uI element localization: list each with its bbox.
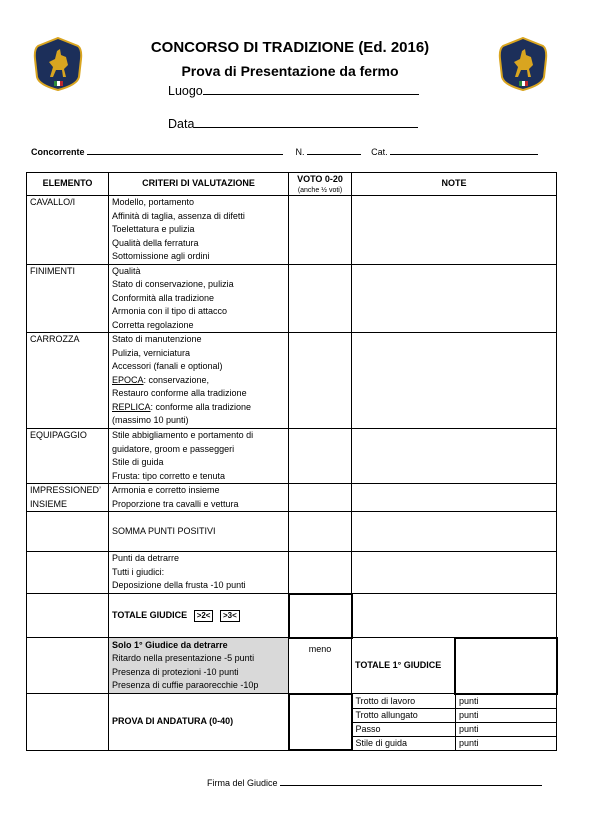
note-cell[interactable] <box>352 196 557 265</box>
data-label: Data <box>168 117 195 131</box>
emblem-logo-right <box>498 37 548 91</box>
criteri-cell <box>109 333 289 429</box>
elemento-cell: CARROZZA <box>27 333 109 429</box>
page-subtitle: Prova di Presentazione da fermo <box>181 63 399 79</box>
andatura-item-punti[interactable]: punti <box>456 708 557 722</box>
table-row <box>27 484 557 512</box>
voto-cell[interactable] <box>289 264 352 333</box>
somma-label: SOMMA PUNTI POSITIVI <box>109 512 289 552</box>
empty-cell <box>27 694 109 751</box>
voto-cell[interactable] <box>289 196 352 265</box>
criterio: Toelettatura e pulizia <box>112 224 195 234</box>
totale-giudice-cell <box>109 594 289 638</box>
categoria-line[interactable] <box>390 146 538 155</box>
note-cell[interactable] <box>352 512 557 552</box>
col-note: NOTE <box>352 173 557 196</box>
elemento-line: INSIEME <box>30 498 68 509</box>
elemento-cell: CAVALLO/I <box>27 196 109 265</box>
somma-row <box>27 512 557 552</box>
firma-line[interactable] <box>280 777 542 786</box>
concorrente-line[interactable] <box>87 146 283 155</box>
solo-primo-line: Ritardo nella presentazione -5 punti <box>112 653 255 663</box>
table-row <box>27 264 557 333</box>
col-voto <box>289 173 352 196</box>
criterio-replica <box>112 401 285 415</box>
categoria-label: Cat. <box>371 147 388 157</box>
epoca-label: EPOCA <box>112 374 144 385</box>
solo-primo-title: Solo 1° Giudice da detrarre <box>112 639 228 650</box>
andatura-item-label: Trotto di lavoro <box>353 695 456 709</box>
criteri-cell <box>109 429 289 484</box>
totale-primo-value[interactable] <box>455 638 557 694</box>
table-row <box>27 429 557 484</box>
criterio-epoca <box>112 374 285 388</box>
concorrente-label: Concorrente <box>31 147 85 157</box>
table-row <box>27 196 557 265</box>
note-cell[interactable] <box>352 484 557 512</box>
criterio: Accessori (fanali e optional) <box>112 361 223 371</box>
firma-label: Firma del Giudice <box>207 778 278 788</box>
box-2: >2< <box>194 610 214 622</box>
criterio: Frusta: tipo corretto e tenuta <box>112 470 226 481</box>
criterio: Armonia e corretto insieme <box>112 485 220 495</box>
detrarre-line: Punti da detrarre <box>112 553 180 564</box>
col-voto-label: VOTO 0-20 <box>297 174 343 185</box>
solo-primo-line: Presenza di cuffie paraorecchie -10p <box>112 680 259 690</box>
emblem-logo-left <box>33 37 83 91</box>
elemento-cell: FINIMENTI <box>27 264 109 333</box>
totale-giudice-row <box>27 594 557 638</box>
solo-primo-cell <box>109 638 289 694</box>
andatura-label: PROVA DI ANDATURA (0-40) <box>109 694 289 751</box>
andatura-item <box>353 736 557 750</box>
andatura-item-label: Trotto allungato <box>353 708 456 722</box>
data-line[interactable] <box>194 115 418 128</box>
note-cell[interactable] <box>352 594 557 638</box>
page-title: CONCORSO DI TRADIZIONE (Ed. 2016) <box>150 39 430 56</box>
firma-field[interactable] <box>207 777 542 788</box>
note-cell[interactable] <box>352 264 557 333</box>
criterio: Proporzione tra cavalli e vettura <box>112 498 239 509</box>
table-header-row <box>27 173 557 196</box>
criterio: Qualità <box>112 265 141 276</box>
meno-cell: meno <box>289 638 352 694</box>
criterio: Armonia con il tipo di attacco <box>112 306 228 316</box>
note-cell[interactable] <box>352 552 557 594</box>
andatura-detail-cell <box>352 694 557 751</box>
evaluation-table <box>26 172 558 751</box>
criterio: Pulizia, verniciatura <box>112 347 191 358</box>
replica-label: REPLICA <box>112 401 151 412</box>
totale-giudice-label: TOTALE GIUDICE <box>112 609 188 620</box>
andatura-table <box>353 695 557 750</box>
criterio: Stile abbigliamento e portamento di <box>112 430 254 440</box>
solo-primo-line: Presenza di protezioni -10 punti <box>112 666 239 677</box>
elemento-line: IMPRESSIONED’ <box>30 485 102 495</box>
elemento-cell <box>27 484 109 512</box>
detrarre-line: Tutti i giudici: <box>112 566 165 577</box>
col-voto-sub: (anche ½ voti) <box>297 186 343 194</box>
replica-text: : conforme alla tradizione <box>150 401 252 412</box>
criteri-cell <box>109 196 289 265</box>
criterio: Stato di manutenzione <box>112 334 202 344</box>
voto-cell[interactable] <box>289 552 352 594</box>
voto-cell[interactable] <box>289 429 352 484</box>
criterio: Qualità della ferratura <box>112 237 199 248</box>
voto-cell[interactable] <box>289 512 352 552</box>
criteri-cell <box>109 484 289 512</box>
empty-cell <box>27 594 109 638</box>
elemento-cell: EQUIPAGGIO <box>27 429 109 484</box>
andatura-item-label: Passo <box>353 722 456 736</box>
totale-giudice-value[interactable] <box>289 594 352 638</box>
table-row <box>27 333 557 429</box>
criterio: Conformità alla tradizione <box>112 292 215 303</box>
luogo-label: Luogo <box>168 84 203 98</box>
andatura-row <box>27 694 557 751</box>
numero-line[interactable] <box>307 146 361 155</box>
andatura-item-punti[interactable]: punti <box>456 736 557 750</box>
horse-rider-emblem-icon <box>498 37 548 91</box>
voto-cell[interactable] <box>289 484 352 512</box>
col-criteri: CRITERI DI VALUTAZIONE <box>109 173 289 196</box>
detrarre-row <box>27 552 557 594</box>
epoca-text: : conservazione, <box>143 374 210 385</box>
luogo-line[interactable] <box>203 82 419 95</box>
detrarre-line: Deposizione della frusta -10 punti <box>112 580 246 591</box>
criterio: Modello, portamento <box>112 197 195 207</box>
andatura-item-label: Stile di guida <box>353 736 456 750</box>
voto-cell[interactable] <box>289 333 352 429</box>
criterio: (massimo 10 punti) <box>112 415 189 425</box>
andatura-item-punti[interactable]: punti <box>456 722 557 736</box>
criterio: Stato di conservazione, pulizia <box>112 279 234 289</box>
andatura-item <box>353 722 557 736</box>
andatura-value[interactable] <box>289 694 352 751</box>
primo-giudice-row <box>27 638 557 694</box>
empty-cell <box>27 552 109 594</box>
horse-rider-emblem-icon <box>33 37 83 91</box>
criterio: guidatore, groom e passeggeri <box>112 443 235 454</box>
luogo-field[interactable] <box>168 82 419 98</box>
criterio: Restauro conforme alla tradizione <box>112 388 247 398</box>
detrarre-cell <box>109 552 289 594</box>
note-cell[interactable] <box>352 429 557 484</box>
box-3: >3< <box>220 610 240 622</box>
competitor-info-row <box>31 146 538 157</box>
andatura-item <box>353 708 557 722</box>
criteri-cell <box>109 264 289 333</box>
note-cell[interactable] <box>352 333 557 429</box>
andatura-item-punti[interactable]: punti <box>456 695 557 709</box>
numero-label: N. <box>295 147 305 157</box>
empty-cell <box>27 638 109 694</box>
col-elemento: ELEMENTO <box>27 173 109 196</box>
empty-cell <box>27 512 109 552</box>
criterio: Corretta regolazione <box>112 319 194 330</box>
criterio: Affinità di taglia, assenza di difetti <box>112 210 245 221</box>
totale-primo-label: TOTALE 1° GIUDICE <box>352 638 455 694</box>
criterio: Stile di guida <box>112 457 164 467</box>
data-field[interactable] <box>168 115 418 131</box>
andatura-item <box>353 695 557 709</box>
criterio: Sottomissione agli ordini <box>112 251 210 261</box>
